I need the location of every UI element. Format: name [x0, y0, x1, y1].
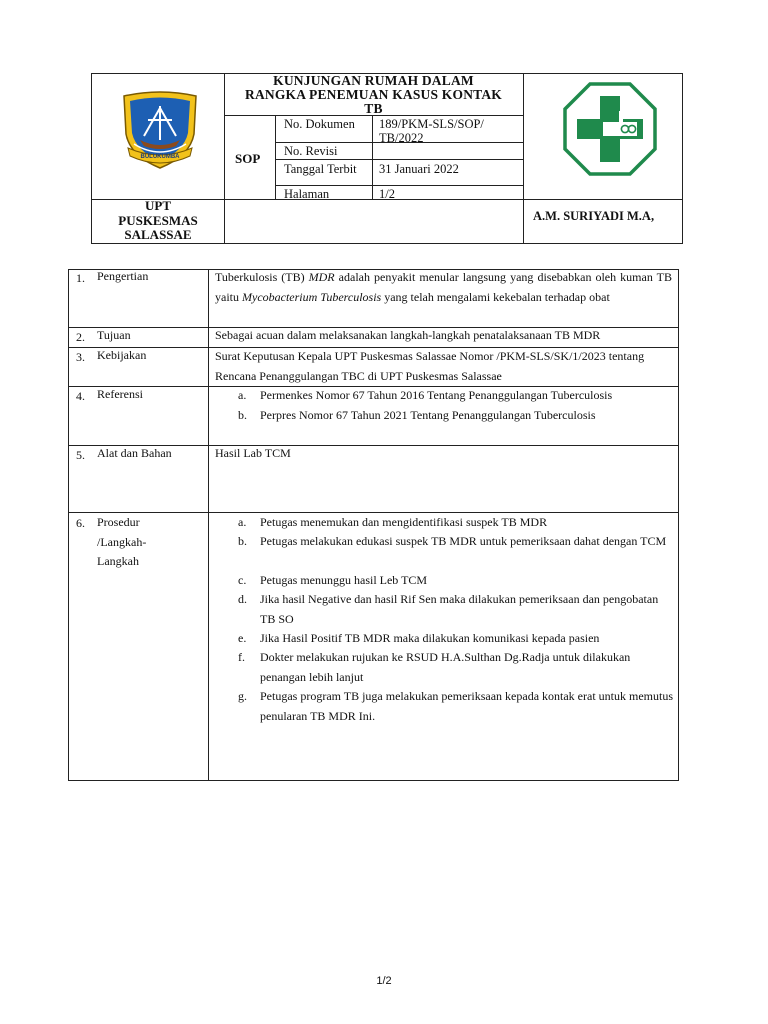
meta-label-no-dokumen: No. Dokumen — [284, 117, 355, 131]
row-label-prosedur — [97, 513, 146, 572]
meta-label-tanggal-terbit: Tanggal Terbit — [284, 162, 357, 176]
text-span: Tuberkulosis (TB) — [215, 270, 309, 284]
meta-label-halaman: Halaman — [284, 187, 330, 201]
list-text: Perpres Nomor 67 Tahun 2021 Tentang Penanggulangan Tuberculosis — [260, 408, 596, 422]
meta-value-line: 189/PKM-SLS/SOP/ — [379, 117, 484, 131]
list-text: Petugas menemukan dan mengidentifikasi suspek TB MDR — [260, 515, 548, 529]
list-marker: a. — [238, 515, 247, 529]
meta-value-no-dokumen — [379, 117, 484, 145]
row-number: 4. — [76, 389, 85, 403]
text-span: adalah penyakit menular langsung yang disebabkan oleh kuman TB yaitu — [215, 270, 672, 304]
list-text: Petugas program TB juga melakukan pemeriksaan kepada kontak erat untuk memutus penularan TB MDR Ini. — [260, 689, 673, 723]
organization-name-line: PUSKESMAS — [118, 212, 198, 228]
crest-text: BULUKUMBA — [140, 154, 180, 160]
organization-name-line: UPT — [145, 198, 171, 213]
list-marker: f. — [238, 650, 245, 664]
row-label-tujuan: Tujuan — [97, 328, 131, 342]
row-text-pengertian — [215, 268, 672, 307]
row-label-line: Prosedur — [97, 515, 140, 529]
row-number: 2. — [76, 330, 85, 344]
document-title-line: RANGKA PENEMUAN KASUS KONTAK — [245, 87, 502, 102]
list-marker: g. — [238, 689, 247, 703]
row-number: 3. — [76, 350, 85, 364]
text-span-italic: Mycobacterium Tuberculosis — [242, 289, 382, 304]
list-marker: b. — [238, 408, 247, 422]
signatory-name: A.M. SURIYADI M.A, — [533, 209, 655, 223]
list-text: Petugas menunggu hasil Leb TCM — [260, 573, 428, 587]
list-text: Dokter melakukan rujukan ke RSUD H.A.Sulthan Dg.Radja untuk dilakukan penangan lebih lanjut — [260, 650, 631, 684]
sop-label: SOP — [235, 151, 261, 166]
list-marker: e. — [238, 631, 247, 645]
meta-label-no-revisi: No. Revisi — [284, 144, 338, 158]
row-text-alat-dan-bahan: Hasil Lab TCM — [215, 446, 291, 460]
row-number: 6. — [76, 516, 85, 530]
list-marker: a. — [238, 388, 247, 402]
list-text: Petugas melakukan edukasi suspek TB MDR untuk pemeriksaan dahat dengan TCM — [260, 534, 667, 548]
list-text: Jika Hasil Positif TB MDR maka dilakukan komunikasi kepada pasien — [260, 631, 600, 645]
row-label-alat-dan-bahan: Alat dan Bahan — [97, 446, 172, 460]
row-number: 5. — [76, 448, 85, 462]
document-title — [224, 74, 523, 116]
document-title-line: KUNJUNGAN RUMAH DALAM — [273, 73, 474, 88]
row-label-referensi: Referensi — [97, 387, 143, 401]
row-label-line: /Langkah- — [97, 534, 147, 549]
list-marker: d. — [238, 592, 247, 606]
document-title-line: TB — [364, 101, 383, 116]
row-text-tujuan: Sebagai acuan dalam melaksanakan langkah-langkah penatalaksanaan TB MDR — [215, 328, 601, 342]
meta-value-halaman: 1/2 — [379, 187, 395, 201]
row-number: 1. — [76, 271, 85, 285]
meta-value-line: TB/2022 — [379, 131, 424, 145]
list-marker: c. — [238, 573, 247, 587]
page-number: 1/2 — [376, 975, 392, 987]
list-text: Jika hasil Negative dan hasil Rif Sen maka dilakukan pemeriksaan dan pengobatan TB SO — [260, 592, 659, 626]
bulukumba-crest-logo — [118, 90, 202, 172]
row-text-kebijakan: Surat Keputusan Kepala UPT Puskesmas Salassae Nomor /PKM-SLS/SK/1/2023 tentang Rencana Penanggulangan TBC di UPT Puskesmas Salassae — [215, 349, 645, 383]
row-label-kebijakan: Kebijakan — [97, 348, 147, 362]
list-marker: b. — [238, 534, 247, 548]
text-span: yang telah mengalami kekebalan terhadap obat — [381, 289, 610, 304]
list-text: Permenkes Nomor 67 Tahun 2016 Tentang Penanggulangan Tuberculosis — [260, 388, 613, 402]
puskesmas-logo — [563, 82, 657, 176]
meta-value-tanggal-terbit: 31 Januari 2022 — [379, 162, 459, 176]
row-label-pengertian: Pengertian — [97, 269, 149, 283]
organization-name — [92, 199, 224, 243]
row-label-line: Langkah — [97, 554, 139, 568]
organization-name-line: SALASSAE — [124, 227, 192, 242]
text-span-italic: MDR — [308, 270, 335, 284]
